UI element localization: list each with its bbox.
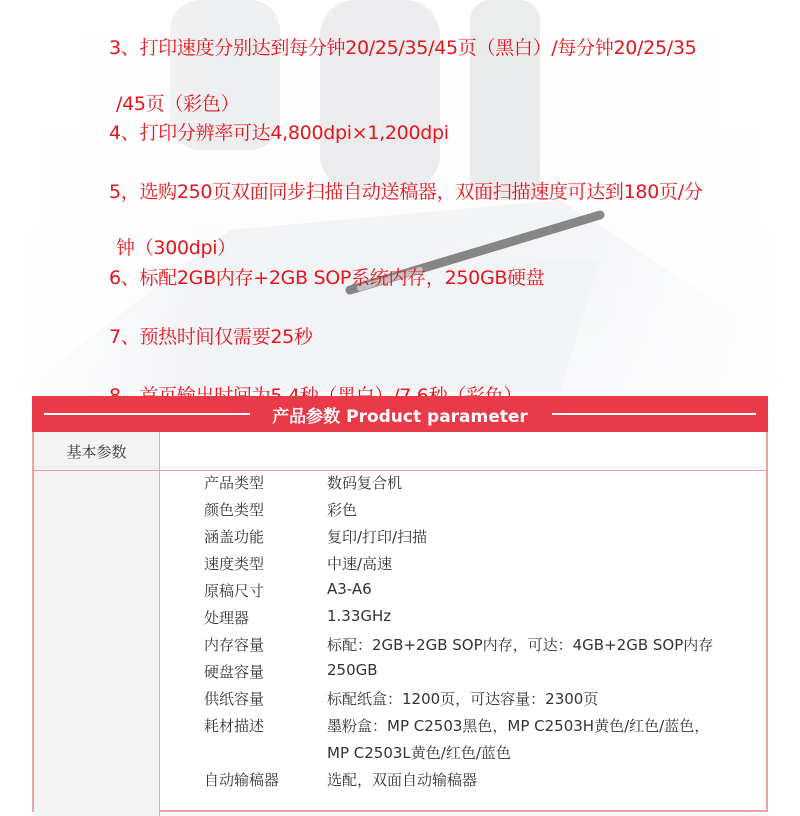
param-value: 墨粉盒：MP C2503黑色，MP C2503H黄色/红色/蓝色， — [327, 717, 710, 735]
param-key: 内存容量 — [204, 636, 265, 654]
param-value: 中速/高速 — [327, 555, 393, 573]
feature-text: 4、打印分辨率可达4,800dpi×1,200dpi — [108, 122, 449, 144]
param-key: 耗材描述 — [204, 717, 265, 735]
group-label-cell — [34, 432, 160, 470]
param-key: 自动输稿器 — [204, 771, 280, 789]
param-value: 标配：2GB+2GB SOP内存，可达：4GB+2GB SOP内存 — [327, 636, 714, 654]
feature-text: 6、标配2GB内存+2GB SOP系统内存，250GB硬盘 — [108, 267, 545, 289]
param-key: 供纸容量 — [204, 690, 265, 708]
feature-text-continued: 钟（300dpi） — [116, 237, 236, 259]
feature-section — [0, 0, 800, 392]
param-key: 处理器 — [204, 609, 250, 627]
param-key: 产品类型 — [204, 474, 265, 492]
group-label: 基本参数 — [66, 443, 127, 461]
feature-text: 7、预热时间仅需要25秒 — [108, 326, 313, 348]
param-key: 原稿尺寸 — [204, 582, 265, 600]
param-value: A3-A6 — [327, 580, 372, 598]
param-value: 选配，双面自动输稿器 — [327, 771, 478, 789]
param-key: 颜色类型 — [204, 501, 265, 519]
param-value: 复印/打印/扫描 — [327, 528, 428, 546]
feature-text-continued: /45页（彩色） — [116, 93, 240, 115]
param-value: 标配纸盒：1200页，可达容量：2300页 — [327, 690, 599, 708]
param-value: 250GB — [327, 661, 378, 679]
table-group-row — [34, 432, 766, 471]
param-key: 涵盖功能 — [204, 528, 265, 546]
feature-text: 3、打印速度分别达到每分钟20/25/35/45页（黑白）/每分钟20/25/35 — [108, 37, 697, 59]
section-title: 产品参数 Product parameter — [272, 407, 528, 427]
param-key: 硬盘容量 — [204, 663, 265, 681]
param-value: 彩色 — [327, 501, 358, 519]
param-value: 1.33GHz — [327, 607, 392, 625]
feature-text: 5，选购250页双面同步扫描自动送稿器，双面扫描速度可达到180页/分 — [108, 181, 703, 203]
param-value: 数码复合机 — [327, 474, 403, 492]
param-key: 速度类型 — [204, 555, 265, 573]
param-value: MP C2503L黄色/红色/蓝色 — [327, 744, 511, 762]
group-side-cell — [34, 471, 160, 816]
section-header — [32, 396, 768, 432]
parameter-table — [32, 432, 768, 812]
